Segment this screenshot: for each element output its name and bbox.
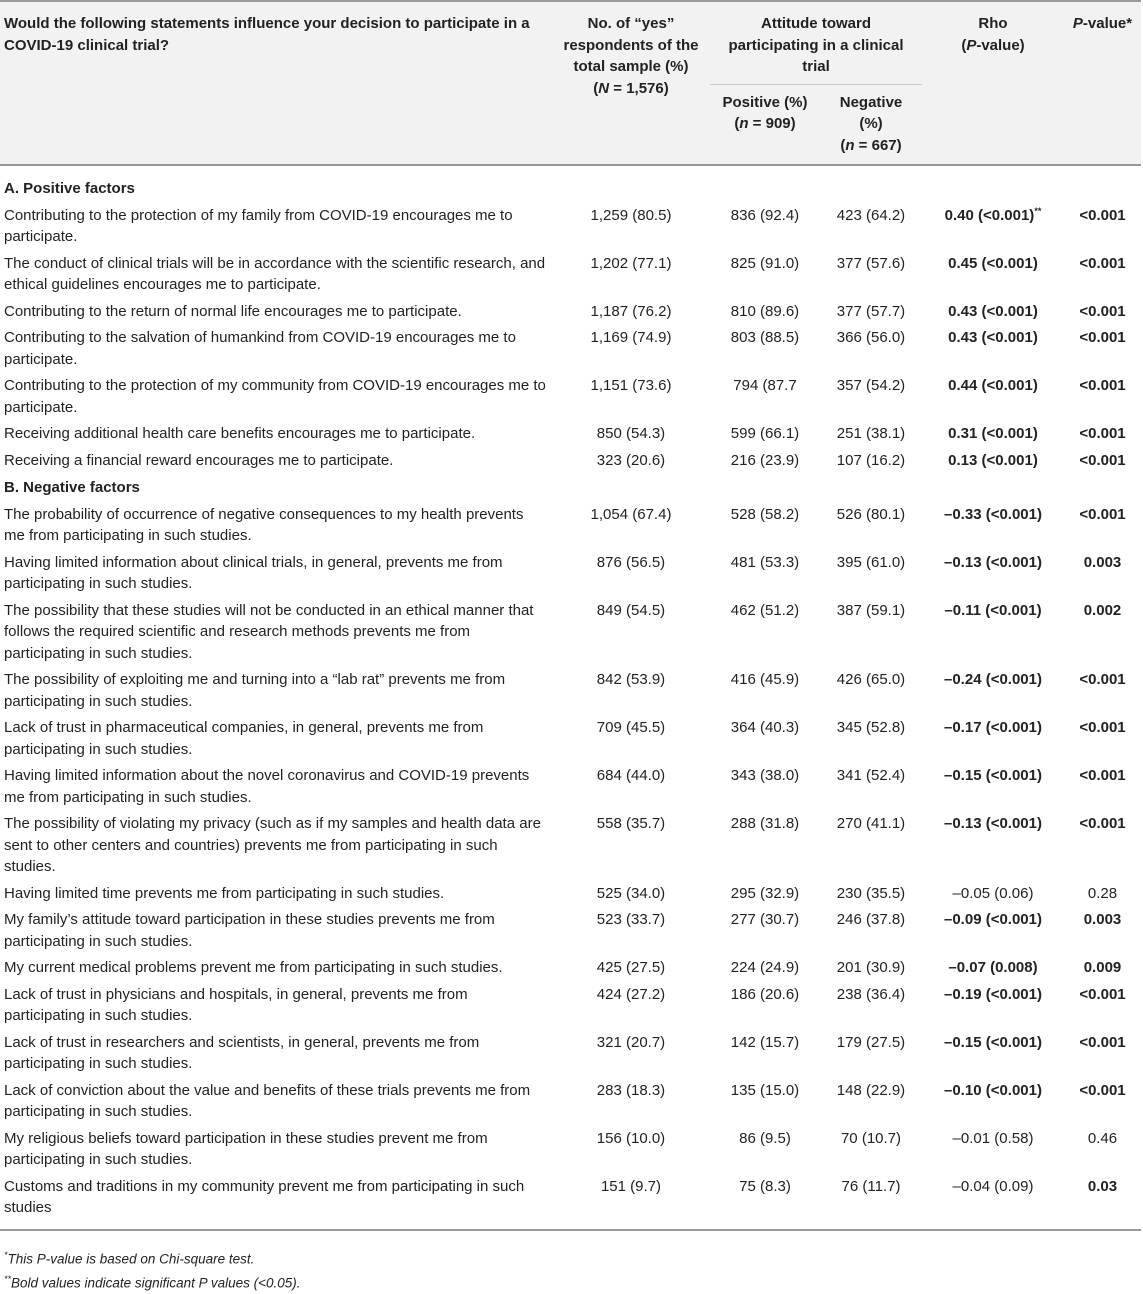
cell-negative: 107 (16.2) xyxy=(836,451,906,469)
cell-yes-count: 323 (20.6) xyxy=(596,451,666,469)
cell-yes-count: 151 (9.7) xyxy=(552,1173,710,1230)
cell-statement: The conduct of clinical trials will be in accordance with the scientific research, and ethical guidelines encourages me to participate. xyxy=(4,254,546,293)
section-row xyxy=(0,165,1141,202)
cell-positive: 803 (88.5) xyxy=(730,329,800,346)
header-yes-line1: No. of “yes” xyxy=(587,15,675,32)
table-row xyxy=(0,714,1141,762)
header-negative-label1: Negative xyxy=(839,93,903,111)
footnote-2-mark: ** xyxy=(4,1274,12,1284)
cell-rho: –0.13 (<0.001) xyxy=(944,553,1042,571)
header-attitude: Attitude toward participating in a clinical trial xyxy=(710,1,922,84)
header-yes-n-value: = 1,576) xyxy=(609,79,669,97)
cell-statement: My religious beliefs toward participation in these studies prevent me from participating in such studies. xyxy=(4,1129,488,1168)
cell-statement: Having limited information about the novel coronavirus and COVID-19 prevents me from participating in such studies. xyxy=(4,767,530,806)
cell-positive: 794 (87.7 xyxy=(733,377,797,394)
cell-yes-count: 1,169 (74.9) xyxy=(590,329,672,346)
cell-negative: 377 (57.6) xyxy=(836,254,906,272)
cell-rho-note: ** xyxy=(1034,205,1042,216)
table-row xyxy=(0,1029,1141,1077)
cell-p-value: <0.001 xyxy=(1079,767,1126,784)
cell-statement: Lack of trust in pharmaceutical companies, in general, prevents me from participating in such studies. xyxy=(4,719,484,758)
cell-statement: Lack of trust in researchers and scientists, in general, prevents me from participating in such studies. xyxy=(4,1033,480,1072)
cell-negative: 270 (41.1) xyxy=(836,815,906,832)
cell-yes-count: 1,187 (76.2) xyxy=(590,302,672,320)
cell-positive: 528 (58.2) xyxy=(730,505,800,523)
cell-statement: Contributing to the protection of my community from COVID-19 encourages me to participate. xyxy=(4,377,546,416)
cell-yes-count: 1,151 (73.6) xyxy=(590,377,672,394)
cell-p-value: <0.001 xyxy=(1079,425,1126,442)
header-p-rest: -value* xyxy=(1082,15,1133,32)
cell-rho: –0.15 (<0.001) xyxy=(944,767,1042,784)
cell-statement: Contributing to the protection of my family from COVID-19 encourages me to participate. xyxy=(4,206,513,245)
cell-rho: –0.05 (0.06) xyxy=(952,884,1034,902)
cell-p-value: <0.001 xyxy=(1079,719,1126,736)
cell-yes-count: 523 (33.7) xyxy=(596,911,666,928)
cell-p-value: <0.001 xyxy=(1079,254,1126,272)
cell-negative: 201 (30.9) xyxy=(836,959,906,976)
cell-statement: Having limited information about clinical trials, in general, prevents me from participating in such studies. xyxy=(4,553,503,592)
cell-p-value: <0.001 xyxy=(1079,1033,1126,1051)
table-row xyxy=(0,666,1141,714)
cell-rho: –0.11 (<0.001) xyxy=(944,601,1042,619)
header-positive-n-symbol: n xyxy=(739,115,749,132)
cell-negative: 387 (59.1) xyxy=(836,601,906,619)
table-row xyxy=(0,906,1141,954)
header-positive-label: Positive (%) xyxy=(722,93,808,111)
header-negative-open: ( xyxy=(840,136,846,154)
cell-rho: –0.17 (<0.001) xyxy=(944,719,1042,736)
footnote-1-text: This P-value is based on Chi-square test. xyxy=(7,1251,255,1266)
section-title: B. Negative factors xyxy=(4,479,140,496)
table-row xyxy=(0,981,1141,1029)
cell-negative: 395 (61.0) xyxy=(836,553,906,571)
cell-positive: 86 (9.5) xyxy=(739,1129,791,1147)
table-row xyxy=(0,597,1141,667)
cell-statement: Customs and traditions in my community prevent me from participating in such studies xyxy=(0,1173,552,1230)
cell-negative: 345 (52.8) xyxy=(836,719,906,736)
cell-yes-count: 425 (27.5) xyxy=(596,959,666,976)
cell-p-value: <0.001 xyxy=(1079,815,1126,832)
cell-negative: 377 (57.7) xyxy=(836,302,906,320)
cell-p-value: 0.46 xyxy=(1087,1129,1118,1147)
cell-p-value: 0.28 xyxy=(1087,884,1118,902)
cell-rho: –0.01 (0.58) xyxy=(952,1129,1034,1147)
header-positive-n-value: = 909) xyxy=(748,115,796,132)
cell-positive: 295 (32.9) xyxy=(730,884,800,902)
table-row xyxy=(0,447,1141,474)
cell-statement: The probability of occurrence of negative consequences to my health prevents me from participating in such studies. xyxy=(4,505,524,544)
cell-rho xyxy=(922,202,1064,250)
cell-yes-count: 321 (20.7) xyxy=(596,1033,666,1051)
table-row xyxy=(0,298,1141,325)
cell-p-value: <0.001 xyxy=(1079,985,1126,1003)
cell-yes-count: 709 (45.5) xyxy=(596,719,666,736)
table-header xyxy=(0,1,1141,165)
table-row xyxy=(0,324,1141,372)
cell-negative: 251 (38.1) xyxy=(836,425,906,442)
header-yes-n-open: ( xyxy=(593,79,599,97)
cell-yes-count: 156 (10.0) xyxy=(596,1129,666,1147)
header-yes-line2: respondents of the xyxy=(563,36,699,54)
cell-negative: 366 (56.0) xyxy=(836,329,906,346)
cell-statement: The possibility of violating my privacy (such as if my samples and health data are sent to other centers and countries) prevents me from participating in such studies. xyxy=(4,815,541,875)
cell-negative: 230 (35.5) xyxy=(836,884,906,902)
cell-p-value: <0.001 xyxy=(1079,505,1126,523)
cell-negative: 179 (27.5) xyxy=(836,1033,906,1051)
cell-negative: 70 (10.7) xyxy=(840,1129,902,1147)
header-positive xyxy=(710,84,820,165)
cell-yes-count: 849 (54.5) xyxy=(596,601,666,619)
cell-statement: Contributing to the return of normal life encourages me to participate. xyxy=(4,302,462,320)
cell-rho: –0.33 (<0.001) xyxy=(944,505,1042,523)
header-negative-label2: (%) xyxy=(859,115,883,132)
cell-statement: Lack of trust in physicians and hospitals, in general, prevents me from participating in such studies. xyxy=(4,985,468,1024)
cell-positive: 216 (23.9) xyxy=(730,451,800,469)
header-yes-n-symbol: N xyxy=(598,79,610,97)
cell-statement: Lack of conviction about the value and benefits of these trials prevents me from participating in such studies. xyxy=(4,1081,531,1120)
cell-negative: 423 (64.2) xyxy=(836,206,906,224)
cell-rho: –0.10 (<0.001) xyxy=(944,1081,1042,1099)
cell-rho: –0.09 (<0.001) xyxy=(944,911,1042,928)
cell-positive: 825 (91.0) xyxy=(730,254,800,272)
cell-p-value: 0.03 xyxy=(1064,1173,1141,1230)
header-rho-open: ( xyxy=(961,36,967,54)
footnote-1 xyxy=(4,1245,1143,1270)
cell-yes-count: 283 (18.3) xyxy=(596,1081,666,1099)
table-row xyxy=(0,501,1141,549)
cell-positive: 224 (24.9) xyxy=(730,959,800,976)
cell-p-value: <0.001 xyxy=(1079,206,1126,224)
cell-rho: –0.15 (<0.001) xyxy=(944,1033,1042,1051)
cell-rho: –0.13 (<0.001) xyxy=(944,815,1042,832)
table-row xyxy=(0,762,1141,810)
header-positive-open: ( xyxy=(734,115,740,132)
cell-p-value: <0.001 xyxy=(1079,451,1126,469)
cell-positive: 135 (15.0) xyxy=(730,1081,800,1099)
cell-negative: 76 (11.7) xyxy=(820,1173,922,1230)
cell-p-value: 0.003 xyxy=(1083,911,1122,928)
cell-p-value: 0.003 xyxy=(1083,553,1122,571)
table-row xyxy=(0,372,1141,420)
cell-rho: –0.07 (0.008) xyxy=(948,959,1038,976)
cell-statement: My family’s attitude toward participation in these studies prevents me from participating in such studies. xyxy=(4,911,495,950)
cell-negative: 426 (65.0) xyxy=(836,671,906,688)
table-row xyxy=(0,250,1141,298)
table-row xyxy=(0,1173,1141,1230)
header-p-symbol: P xyxy=(1072,15,1083,32)
cell-positive: 75 (8.3) xyxy=(710,1173,820,1230)
cell-positive: 343 (38.0) xyxy=(730,767,800,784)
header-negative-n-symbol: n xyxy=(845,136,855,154)
cell-statement: My current medical problems prevent me from participating in such studies. xyxy=(4,959,503,976)
footnotes xyxy=(0,1245,1143,1294)
header-negative-n-value: = 667) xyxy=(854,136,902,154)
cell-rho: 0.31 (<0.001) xyxy=(948,425,1038,442)
cell-p-value: <0.001 xyxy=(1079,302,1126,320)
table-row xyxy=(0,1125,1141,1173)
cell-p-value: <0.001 xyxy=(1079,671,1126,688)
cell-p-value: 0.002 xyxy=(1083,601,1122,619)
table-row xyxy=(0,1077,1141,1125)
cell-positive: 599 (66.1) xyxy=(730,425,800,442)
cell-yes-count: 842 (53.9) xyxy=(596,671,666,688)
cell-positive: 810 (89.6) xyxy=(730,302,800,320)
footnote-1-mark: * xyxy=(4,1249,8,1260)
cell-rho: 0.45 (<0.001) xyxy=(948,254,1038,272)
header-rho xyxy=(922,1,1064,165)
cell-statement: Receiving a financial reward encourages me to participate. xyxy=(4,451,394,469)
cell-yes-count: 558 (35.7) xyxy=(596,815,666,832)
cell-yes-count: 876 (56.5) xyxy=(596,553,666,571)
cell-yes-count: 1,054 (67.4) xyxy=(590,505,672,523)
header-rho-rest: -value) xyxy=(976,36,1025,54)
cell-p-value: <0.001 xyxy=(1079,1081,1126,1099)
header-yes-respondents xyxy=(552,1,710,165)
table-row xyxy=(0,954,1141,981)
footnote-2 xyxy=(4,1269,1143,1294)
header-p-value xyxy=(1064,1,1141,165)
cell-positive: 481 (53.3) xyxy=(730,553,800,571)
cell-yes-count: 684 (44.0) xyxy=(596,767,666,784)
cell-rho: –0.24 (<0.001) xyxy=(944,671,1042,688)
cell-yes-count: 424 (27.2) xyxy=(596,985,666,1003)
cell-statement: Receiving additional health care benefits encourages me to participate. xyxy=(4,425,476,442)
cell-rho: –0.19 (<0.001) xyxy=(944,985,1042,1003)
header-yes-line3: total sample (%) xyxy=(573,58,689,75)
section-row xyxy=(0,473,1141,501)
cell-negative: 246 (37.8) xyxy=(836,911,906,928)
cell-positive: 364 (40.3) xyxy=(730,719,800,736)
header-rho-p: P xyxy=(966,36,977,54)
cell-p-value: <0.001 xyxy=(1079,377,1126,394)
cell-rho-value: 0.40 (<0.001) xyxy=(944,206,1035,224)
cell-positive: 288 (31.8) xyxy=(730,815,800,832)
cell-rho: 0.13 (<0.001) xyxy=(948,451,1038,469)
table-row xyxy=(0,420,1141,447)
cell-negative: 148 (22.9) xyxy=(836,1081,906,1099)
header-question: Would the following statements influence your decision to participate in a COVID-19 clinical trial? xyxy=(0,1,552,165)
table-row xyxy=(0,202,1141,250)
cell-negative: 526 (80.1) xyxy=(836,505,906,523)
cell-negative: 238 (36.4) xyxy=(836,985,906,1003)
table-row xyxy=(0,810,1141,880)
table-body xyxy=(0,165,1141,1230)
cell-negative: 357 (54.2) xyxy=(836,377,906,394)
table-row xyxy=(0,549,1141,597)
cell-yes-count: 1,202 (77.1) xyxy=(590,254,672,272)
cell-positive: 142 (15.7) xyxy=(730,1033,800,1051)
cell-negative: 341 (52.4) xyxy=(836,767,906,784)
cell-yes-count: 525 (34.0) xyxy=(596,884,666,902)
cell-positive: 462 (51.2) xyxy=(730,601,800,619)
cell-statement: Having limited time prevents me from participating in such studies. xyxy=(4,884,445,902)
cell-yes-count: 850 (54.3) xyxy=(596,425,666,442)
cell-rho: 0.44 (<0.001) xyxy=(948,377,1038,394)
cell-statement: The possibility of exploiting me and turning into a “lab rat” prevents me from participating in such studies. xyxy=(4,671,506,710)
cell-positive: 277 (30.7) xyxy=(730,911,800,928)
cell-yes-count: 1,259 (80.5) xyxy=(590,206,672,224)
cell-statement: The possibility that these studies will not be conducted in an ethical manner that follows the required scientific and research methods prevents me from participating in such studies. xyxy=(4,601,534,662)
cell-rho: –0.04 (0.09) xyxy=(922,1173,1064,1230)
cell-p-value: <0.001 xyxy=(1079,329,1126,346)
header-negative xyxy=(820,84,922,165)
cell-positive: 186 (20.6) xyxy=(730,985,800,1003)
table-row xyxy=(0,880,1141,907)
cell-positive: 836 (92.4) xyxy=(730,206,800,224)
cell-rho: 0.43 (<0.001) xyxy=(948,302,1038,320)
header-rho-label: Rho xyxy=(978,15,1008,32)
section-title: A. Positive factors xyxy=(4,180,135,197)
cell-rho: 0.43 (<0.001) xyxy=(948,329,1038,346)
cell-p-value: 0.009 xyxy=(1083,959,1122,976)
footnote-2-text: Bold values indicate significant P values (<0.05). xyxy=(11,1275,301,1291)
cell-positive: 416 (45.9) xyxy=(730,671,800,688)
cell-statement: Contributing to the salvation of humankind from COVID-19 encourages me to participate. xyxy=(4,329,516,368)
